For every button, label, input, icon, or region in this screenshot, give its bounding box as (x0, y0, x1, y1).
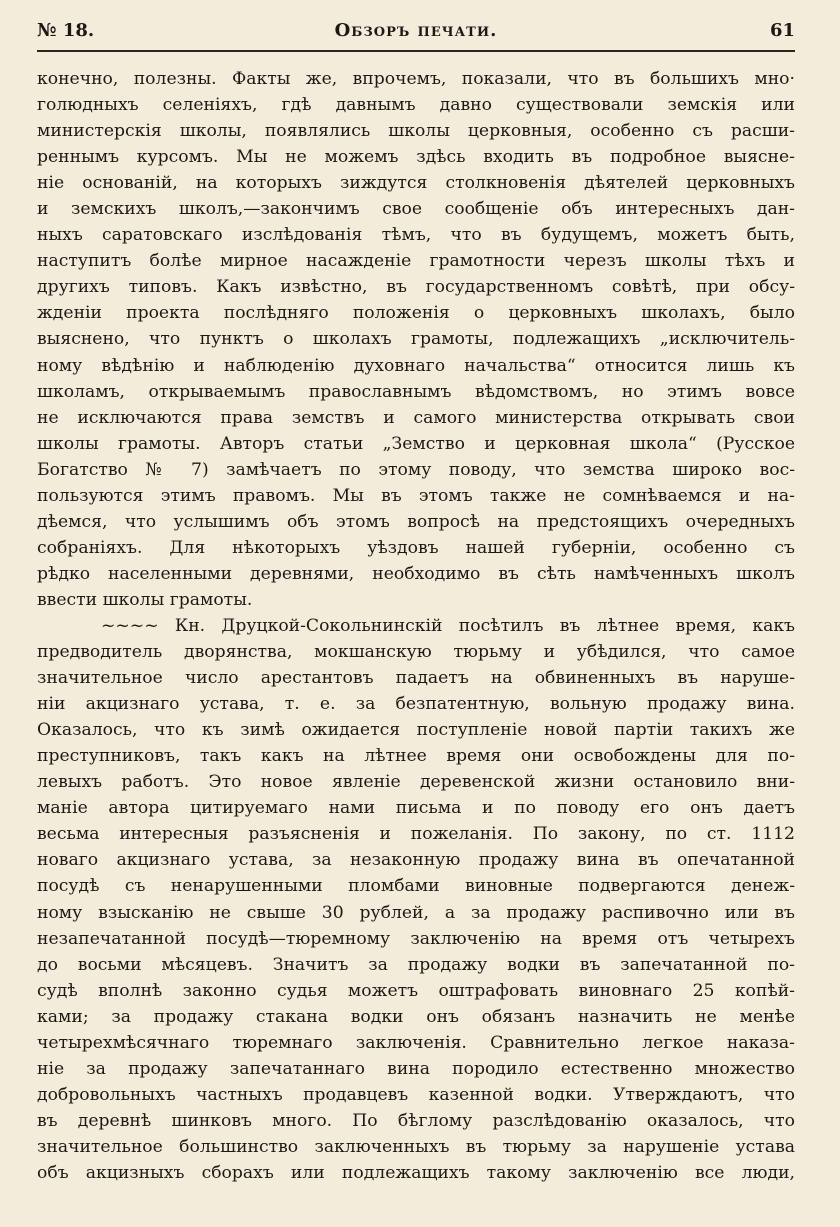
text-line: реннымъ курсомъ. Мы не можемъ здѣсь входить въ подробное выясне- (37, 147, 795, 168)
text-line: жденіи проекта послѣдняго положенія о церковныхъ школахъ, было (37, 303, 795, 324)
text-line: не исключаются права земствъ и самого министерства открывать свои (37, 407, 795, 428)
text-line: преступниковъ, такъ какъ на лѣтнее время они освобождены для по- (37, 746, 795, 767)
text-line: значительное большинство заключенныхъ въ тюрьму за нарушеніе устава (37, 1136, 795, 1157)
text-line: четырехмѣсячнаго тюремнаго заключенія. Сравнительно легкое наказа- (37, 1032, 795, 1053)
text-line: другихъ типовъ. Какъ извѣстно, въ государственномъ совѣтѣ, при обсу- (37, 277, 795, 298)
text-line: ному вѣдѣнію и наблюденію духовнаго начальства“ относится лишь къ (37, 355, 795, 376)
text-line: конечно, полезны. Факты же, впрочемъ, показали, что въ большихъ мно· (37, 69, 795, 89)
text-line: до восьми мѣсяцевъ. Значитъ за продажу водки въ запечатанной по- (37, 954, 795, 975)
text-line: посудѣ съ ненарушенными пломбами виновные подвергаются денеж- (37, 876, 795, 897)
text-line: Оказалось, что къ зимѣ ожидается поступленіе новой партіи такихъ же (37, 720, 795, 741)
text-line: судѣ вполнѣ законно судья можетъ оштрафовать виновнаго 25 копѣй- (37, 980, 795, 1001)
page-number: 61 (769, 20, 795, 41)
text-line: объ акцизныхъ сборахъ или подлежащихъ такому заключенію все люди, (37, 1162, 795, 1183)
text-line: Богатство № 7) замѣчаетъ по этому поводу, что земства широко вос- (37, 459, 795, 480)
text-line: ввести школы грамоты. (37, 589, 253, 610)
text-line: ніи акцизнаго устава, т. е. за безпатентную, вольную продажу вина. (37, 694, 795, 715)
text-line: собраніяхъ. Для нѣкоторыхъ уѣздовъ нашей губерніи, особенно съ (37, 537, 795, 558)
text-line: левыхъ работъ. Это новое явленіе деревенской жизни остановило вни- (37, 772, 795, 793)
header-rule (37, 50, 795, 52)
text-line: ~~~~ Кн. Друцкой-Сокольнинскій посѣтилъ въ лѣтнее время, какъ (101, 615, 795, 636)
text-line: ному взысканію не свыше 30 рублей, а за продажу распивочно или въ (37, 902, 795, 923)
issue-number: № 18. (37, 20, 95, 41)
text-line: выяснено, что пунктъ о школахъ грамоты, подлежащихъ „исключитель- (37, 329, 795, 350)
body-text (37, 66, 795, 1186)
text-line: ніе основаній, на которыхъ зиждутся столкновенія дѣятелей церковныхъ (37, 173, 795, 194)
text-line: незапечатанной посудѣ—тюремному заключенію на время отъ четырехъ (37, 928, 795, 949)
text-line: маніе автора цитируемаго нами письма и по поводу его онъ даетъ (37, 798, 795, 819)
text-line: весьма интересныя разъясненія и пожеланія. По закону, по ст. 1112 (37, 824, 795, 845)
text-line: школы грамоты. Авторъ статьи „Земство и церковная школа“ (Русское (37, 433, 795, 454)
running-header (37, 18, 795, 46)
text-line: школамъ, открываемымъ православнымъ вѣдомствомъ, но этимъ вовсе (37, 381, 795, 402)
text-line: рѣдко населенными деревнями, необходимо въ сѣть намѣченныхъ школъ (37, 563, 795, 584)
running-title: Обзоръ печати. (334, 20, 498, 41)
text-line: ками; за продажу стакана водки онъ обязанъ назначить не менѣе (37, 1006, 795, 1027)
text-line: новаго акцизнаго устава, за незаконную продажу вина въ опечатанной (37, 850, 795, 871)
text-line: министерскія школы, появлялись школы церковныя, особенно съ расши- (37, 121, 795, 142)
text-line: въ деревнѣ шинковъ много. По бѣглому разслѣдованію оказалось, что (37, 1110, 795, 1131)
text-line: ныхъ саратовскаго изслѣдованія тѣмъ, что въ будущемъ, можетъ быть, (37, 225, 795, 246)
text-line: добровольныхъ частныхъ продавцевъ казенной водки. Утверждаютъ, что (37, 1084, 795, 1105)
text-line: дѣемся, что услышимъ объ этомъ вопросѣ на предстоящихъ очередныхъ (37, 511, 795, 532)
text-line: значительное число арестантовъ падаетъ на обвиненныхъ въ наруше- (37, 668, 795, 689)
text-line: наступитъ болѣе мирное насажденіе грамотности черезъ школы тѣхъ и (37, 251, 795, 272)
text-line: и земскихъ школъ,—закончимъ свое сообщеніе объ интересныхъ дан- (37, 199, 795, 220)
text-line: ніе за продажу запечатаннаго вина породило естественно множество (37, 1058, 795, 1079)
text-line: пользуются этимъ правомъ. Мы въ этомъ также не сомнѣваемся и на- (37, 485, 795, 506)
text-line: голюдныхъ селеніяхъ, гдѣ давнымъ давно существовали земскія или (37, 95, 795, 116)
text-line: предводитель дворянства, мокшанскую тюрьму и убѣдился, что самое (37, 642, 795, 663)
